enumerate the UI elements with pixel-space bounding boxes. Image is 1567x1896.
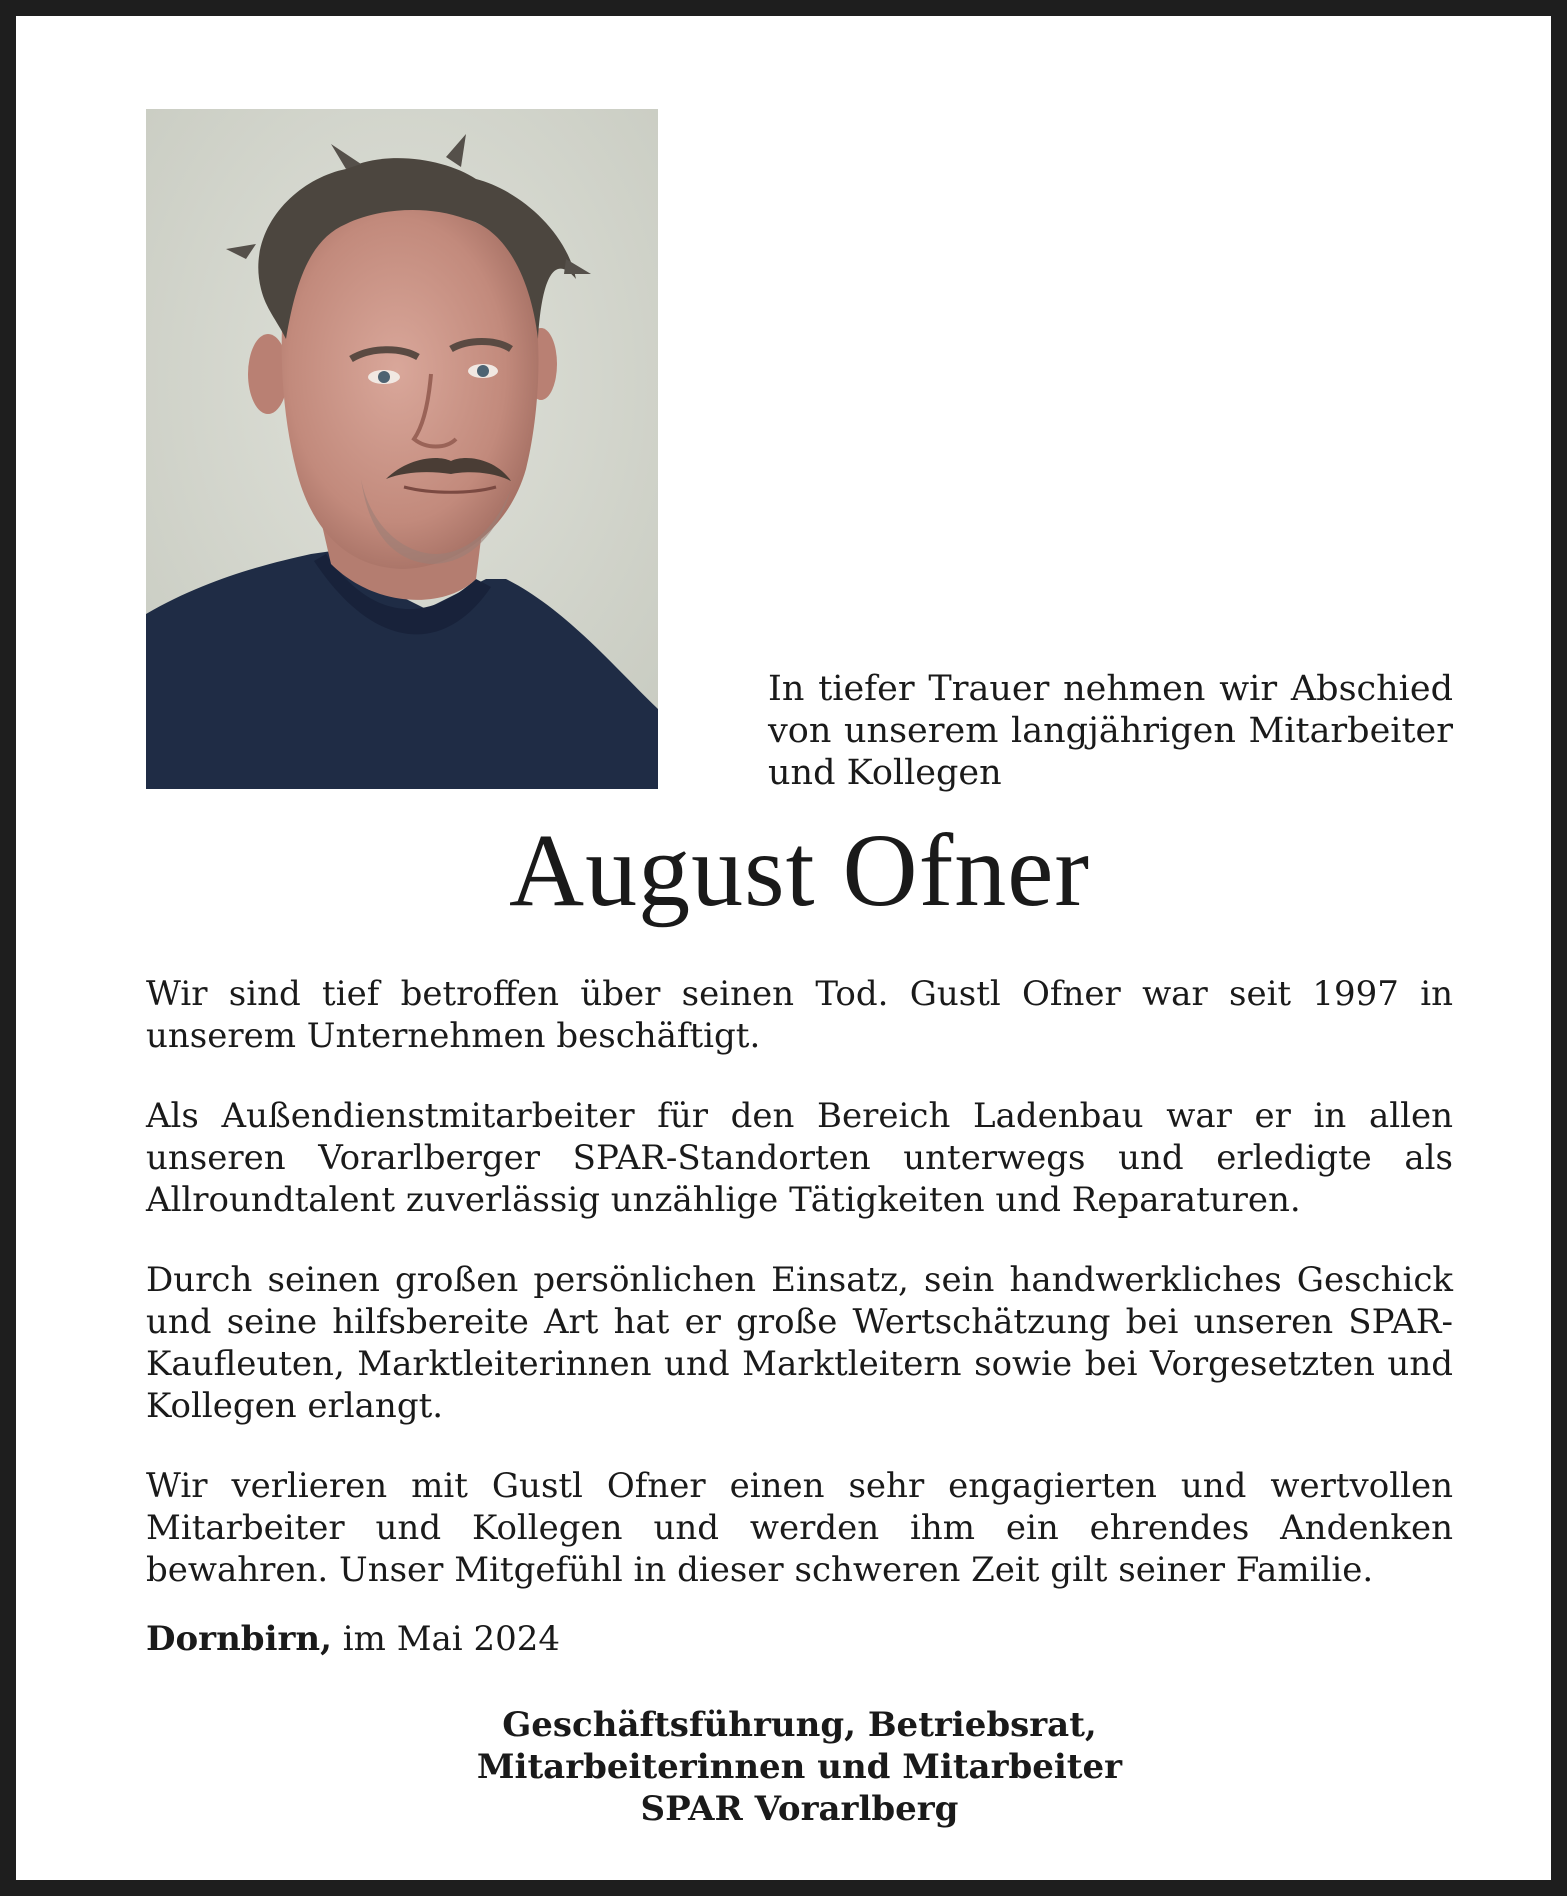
signature-line: SPAR Vorarlberg [640, 1789, 959, 1829]
signature-line: Mitarbeiterinnen und Mitarbeiter [476, 1747, 1123, 1787]
portrait-image [146, 109, 658, 789]
date: im Mai 2024 [342, 1619, 560, 1659]
body-paragraph: Wir verlieren mit Gustl Ofner einen sehr engagierten und wertvollen Mitarbeiter und Kollegen und werden ihm ein ehrendes Andenken bewahren. Unser Mitgefühl in dieser schweren Zeit gilt seiner Familie. [146, 1466, 1453, 1590]
signature-block [16, 1704, 1567, 1830]
signature-line: Geschäftsführung, Betriebsrat, [502, 1705, 1097, 1745]
body-paragraph: Als Außendienstmitarbeiter für den Bereich Ladenbau war er in allen unseren Vorarlberger SPAR-Standorten unterwegs und erledigte als Allroundtalent zuverlässig unzählige Tätigkeiten und Reparaturen. [146, 1096, 1453, 1220]
place: Dornbirn, [146, 1619, 332, 1659]
body-paragraph: Durch seinen großen persönlichen Einsatz, sein handwerkliches Geschick und seine hilfsbereite Art hat er große Wertschätzung bei unseren SPAR-Kaufleuten, Marktleiterinnen und Marktleitern sowie bei Vorgesetzten und Kollegen erlangt. [146, 1260, 1453, 1426]
portrait-photo [146, 109, 658, 789]
body-paragraph: Wir sind tief betroffen über seinen Tod. Gustl Ofner war seit 1997 in unserem Unternehmen beschäftigt. [146, 974, 1453, 1056]
intro-line: von unserem langjährigen Mitarbeiter [768, 711, 1453, 751]
intro-text [768, 668, 1453, 794]
intro-line: In tiefer Trauer nehmen wir Abschied [768, 669, 1453, 709]
deceased-name: August Ofner [508, 813, 1090, 928]
intro-line: und Kollegen [768, 753, 1002, 793]
place-date-line [146, 1618, 560, 1660]
obituary-body [146, 973, 1453, 1629]
